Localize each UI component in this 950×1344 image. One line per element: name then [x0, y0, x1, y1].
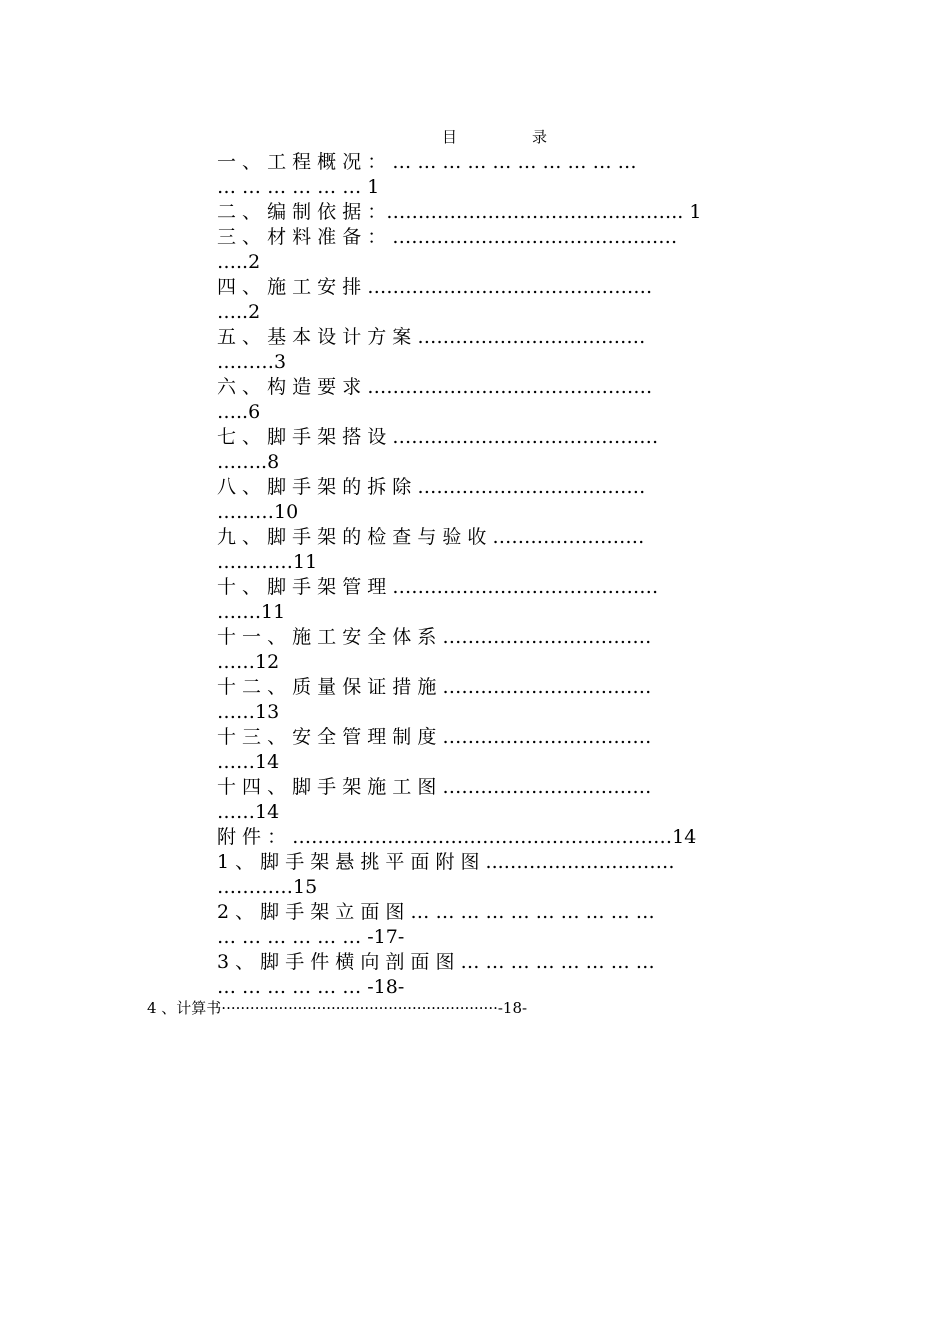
toc-entry — [217, 850, 797, 900]
toc-entry-page: ……14 — [217, 751, 280, 773]
toc-entry-heading: 2 、 脚 手 架 立 面 图 … … … … … … … … … … — [217, 901, 655, 923]
toc-entry-calculation: 4 、计算书··························································-18- — [147, 999, 528, 1017]
toc-entry-page: ……12 — [217, 651, 280, 673]
toc-entry — [217, 825, 797, 850]
toc-entry-page: …..6 — [217, 401, 261, 423]
toc-entry-page: ……14 — [217, 801, 280, 823]
toc-entry — [217, 950, 797, 1000]
toc-entry-heading: 三 、 材 料 准 备 ： ……………………………………… — [217, 226, 678, 248]
toc-entry — [217, 325, 797, 375]
toc-entry-heading: 1 、 脚 手 架 悬 挑 平 面 附 图 ...……………………… — [217, 851, 675, 873]
toc-entry — [217, 675, 797, 725]
toc-entry-page: ……13 — [217, 701, 280, 723]
toc-entry-heading: 十 一 、 施 工 安 全 体 系 …………………………… — [217, 626, 652, 648]
toc-entry-page: …………15 — [217, 876, 318, 898]
toc-entry — [217, 775, 797, 825]
toc-entry — [217, 525, 797, 575]
toc-entry — [217, 200, 797, 225]
toc-entry-page: … … … … … … -17- — [217, 926, 405, 948]
toc-entry-page: ……..8 — [217, 451, 280, 473]
toc-entry-heading: 一 、 工 程 概 况 ： … … … … … … … … … … — [217, 151, 637, 173]
toc-list — [217, 150, 797, 1000]
toc-entry-heading: 五 、 基 本 设 计 方 案 ……………………………… — [217, 326, 646, 348]
toc-entry-heading: 四 、 施 工 安 排 ……………………………………… — [217, 276, 653, 298]
toc-entry-heading: 十 、 脚 手 架 管 理 …………………………………… — [217, 576, 659, 598]
toc-entry — [217, 625, 797, 675]
toc-entry-heading: 二 、 编 制 依 据 ：……………………………………….. 1 — [217, 201, 702, 223]
toc-entry — [217, 425, 797, 475]
toc-entry — [217, 225, 797, 275]
toc-entry — [217, 475, 797, 525]
toc-entry — [217, 900, 797, 950]
toc-entry — [217, 150, 797, 200]
toc-entry-page: …….11 — [217, 601, 286, 623]
toc-entry-page: ………3 — [217, 351, 287, 373]
toc-entry-heading: 十 二 、 质 量 保 证 措 施 …………………………… — [217, 676, 652, 698]
toc-entry-heading: 十 四 、 脚 手 架 施 工 图 …………………………… — [217, 776, 652, 798]
toc-entry-page: …………11 — [217, 551, 318, 573]
toc-entry-heading: 附 件 ： ……………………………………………………14 — [217, 826, 697, 848]
toc-entry — [217, 725, 797, 775]
toc-entry-page: …..2 — [217, 301, 261, 323]
toc-entry-page: … … … … … … -18- — [217, 976, 405, 998]
toc-title: 目 录 — [442, 128, 578, 146]
toc-entry-heading: 九 、 脚 手 架 的 检 查 与 验 收 …………………… — [217, 526, 645, 548]
toc-entry-heading: 六 、 构 造 要 求 ……………………………………… — [217, 376, 653, 398]
toc-entry-heading: 3 、 脚 手 件 横 向 剖 面 图 … … … … … … … … — [217, 951, 655, 973]
toc-entry — [217, 575, 797, 625]
toc-entry-heading: 七 、 脚 手 架 搭 设 …………………………………… — [217, 426, 659, 448]
toc-entry-page: ………10 — [217, 501, 299, 523]
toc-entry — [217, 275, 797, 325]
toc-entry — [217, 375, 797, 425]
toc-entry-heading: 十 三 、 安 全 管 理 制 度 …………………………… — [217, 726, 652, 748]
toc-entry-page: …..2 — [217, 251, 261, 273]
toc-entry-heading: 八 、 脚 手 架 的 拆 除 ……………………………… — [217, 476, 646, 498]
toc-entry-page: … … … … … … 1 — [217, 176, 380, 198]
